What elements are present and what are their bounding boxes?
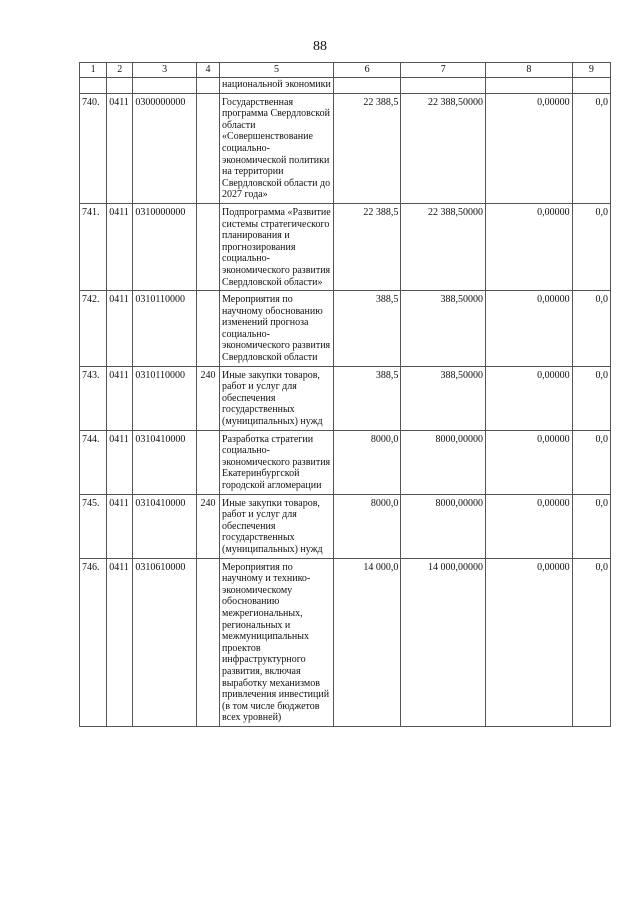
header-col-2: 2 xyxy=(107,63,133,78)
amount-col-8: 0,00000 xyxy=(486,291,573,367)
amount-col-7: 8000,00000 xyxy=(401,494,486,558)
amount-col-8: 0,00000 xyxy=(486,366,573,430)
item-name: Иные закупки товаров, работ и услуг для обеспечения государственных (муниципальных) нужд xyxy=(220,494,334,558)
header-row xyxy=(80,63,611,78)
row-number: 740. xyxy=(80,93,107,203)
expense-type-code xyxy=(196,558,219,726)
section-code: 0411 xyxy=(107,203,133,290)
table-row xyxy=(80,494,611,558)
amount-col-9: 0,0 xyxy=(572,291,610,367)
amount-col-6: 14 000,0 xyxy=(333,558,401,726)
row-number: 745. xyxy=(80,494,107,558)
amount-col-9: 0,0 xyxy=(572,93,610,203)
amount-col-6: 388,5 xyxy=(333,291,401,367)
expense-type-code xyxy=(196,291,219,367)
amount-col-6: 388,5 xyxy=(333,366,401,430)
item-name: Разработка стратегии социально-экономического развития Екатеринбургской городской агломерации xyxy=(220,430,334,494)
amount-col-6: 8000,0 xyxy=(333,494,401,558)
item-name: Иные закупки товаров, работ и услуг для обеспечения государственных (муниципальных) нужд xyxy=(220,366,334,430)
expense-type-code: 240 xyxy=(196,494,219,558)
expense-type-code xyxy=(196,93,219,203)
table-row xyxy=(80,203,611,290)
amount-col-7: 388,50000 xyxy=(401,291,486,367)
header-col-9: 9 xyxy=(572,63,610,78)
header-col-3: 3 xyxy=(133,63,196,78)
section-code: 0411 xyxy=(107,494,133,558)
amount-col-6: 22 388,5 xyxy=(333,93,401,203)
page-number: 88 xyxy=(313,39,327,54)
table-row xyxy=(80,558,611,726)
row-number: 742. xyxy=(80,291,107,367)
budget-table xyxy=(79,62,611,727)
amount-col-7: 22 388,50000 xyxy=(401,93,486,203)
amount-col-9: 0,0 xyxy=(572,430,610,494)
amount-col-7: 14 000,00000 xyxy=(401,558,486,726)
header-col-5: 5 xyxy=(220,63,334,78)
item-name: Государственная программа Свердловской области «Совершенствование социально-экономической политики на территории Свердловской области до 2027 года» xyxy=(220,93,334,203)
continuation-text: национальной экономики xyxy=(220,78,334,94)
target-code: 0310610000 xyxy=(133,558,196,726)
section-code: 0411 xyxy=(107,93,133,203)
amount-col-9: 0,0 xyxy=(572,203,610,290)
target-code: 0310000000 xyxy=(133,203,196,290)
amount-col-8: 0,00000 xyxy=(486,203,573,290)
target-code: 0310410000 xyxy=(133,430,196,494)
target-code: 0310110000 xyxy=(133,366,196,430)
amount-col-6: 22 388,5 xyxy=(333,203,401,290)
item-name: Мероприятия по научному и технико-экономическому обоснованию межрегиональных, региональных и межмуниципальных проектов инфраструктурного развития, включая выработку механизмов привлечения инвестиций (в том числе бюджетов всех уровней) xyxy=(220,558,334,726)
table-row xyxy=(80,291,611,367)
amount-col-7: 22 388,50000 xyxy=(401,203,486,290)
amount-col-9: 0,0 xyxy=(572,558,610,726)
table-row xyxy=(80,366,611,430)
target-code: 0310110000 xyxy=(133,291,196,367)
section-code: 0411 xyxy=(107,558,133,726)
row-number: 741. xyxy=(80,203,107,290)
continuation-row xyxy=(80,78,611,94)
table-row xyxy=(80,93,611,203)
section-code: 0411 xyxy=(107,366,133,430)
amount-col-7: 388,50000 xyxy=(401,366,486,430)
row-number: 743. xyxy=(80,366,107,430)
header-col-7: 7 xyxy=(401,63,486,78)
expense-type-code: 240 xyxy=(196,366,219,430)
table-row xyxy=(80,430,611,494)
header-col-4: 4 xyxy=(196,63,219,78)
item-name: Подпрограмма «Развитие системы стратегического планирования и прогнозирования социально-экономического развития Свердловской области» xyxy=(220,203,334,290)
target-code: 0300000000 xyxy=(133,93,196,203)
header-col-1: 1 xyxy=(80,63,107,78)
target-code: 0310410000 xyxy=(133,494,196,558)
amount-col-8: 0,00000 xyxy=(486,494,573,558)
row-number: 746. xyxy=(80,558,107,726)
amount-col-8: 0,00000 xyxy=(486,558,573,726)
row-number: 744. xyxy=(80,430,107,494)
item-name: Мероприятия по научному обоснованию изменений прогноза социально-экономического развития Свердловской области xyxy=(220,291,334,367)
section-code: 0411 xyxy=(107,291,133,367)
section-code: 0411 xyxy=(107,430,133,494)
amount-col-8: 0,00000 xyxy=(486,430,573,494)
header-col-8: 8 xyxy=(486,63,573,78)
amount-col-7: 8000,00000 xyxy=(401,430,486,494)
amount-col-9: 0,0 xyxy=(572,366,610,430)
expense-type-code xyxy=(196,430,219,494)
amount-col-8: 0,00000 xyxy=(486,93,573,203)
amount-col-9: 0,0 xyxy=(572,494,610,558)
expense-type-code xyxy=(196,203,219,290)
header-col-6: 6 xyxy=(333,63,401,78)
amount-col-6: 8000,0 xyxy=(333,430,401,494)
